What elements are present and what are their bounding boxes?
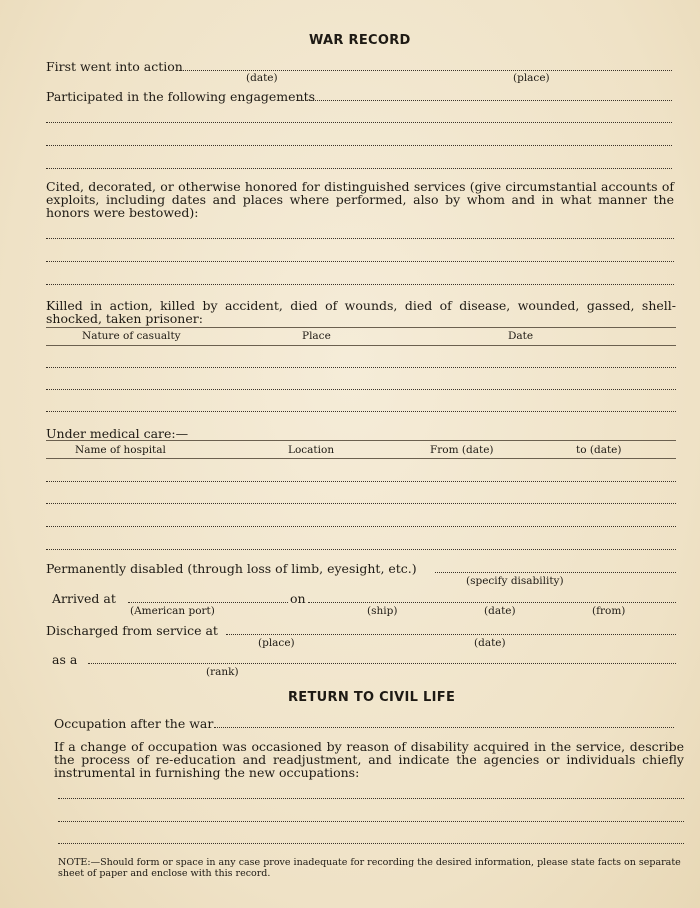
engagements-field[interactable] [298,100,672,101]
casualty-col-date: Date [508,330,534,342]
medical-col-from: From (date) [430,444,494,456]
arrived-date-caption: (date) [484,605,516,617]
disabled-label: Permanently disabled (through loss of limb, eyesight, etc.) [46,561,417,576]
reeducation-line-3[interactable] [58,843,684,844]
medical-row-1[interactable] [46,481,676,482]
arrived-port-field[interactable] [128,602,288,603]
casualty-row-2[interactable] [46,389,676,390]
arrived-on-label: on [290,591,306,606]
medical-col-to: to (date) [576,444,622,456]
casualty-row-1[interactable] [46,367,676,368]
engagements-line-4[interactable] [46,168,672,169]
occupation-field[interactable] [214,727,674,728]
medical-col-hospital: Name of hospital [75,444,166,456]
cited-line-2[interactable] [46,261,674,262]
discharged-field[interactable] [226,634,676,635]
discharged-label: Discharged from service at [46,623,218,638]
medical-row-4[interactable] [46,549,676,550]
as-a-label: as a [52,652,78,667]
reeducation-line-2[interactable] [58,821,684,822]
engagements-line-3[interactable] [46,145,672,146]
casualty-table-top-rule [46,327,676,328]
occupation-label: Occupation after the war [54,716,214,731]
casualty-paragraph: Killed in action, killed by accident, died of wounds, died of disease, wounded, gassed, shell-shocked, taken prisoner: [46,298,676,326]
discharged-date-caption: (date) [474,637,506,649]
casualty-table-header-rule [46,345,676,346]
rank-field[interactable] [88,663,676,664]
arrived-details-field[interactable] [308,602,676,603]
cited-paragraph: Cited, decorated, or otherwise honored for distinguished services (give circumstantial accounts of exploits, including dates and places where performed, also by whom and in what manner the honors were bestowed): [46,179,674,220]
cited-line-1[interactable] [46,238,674,239]
disabled-field[interactable] [435,572,676,573]
war-record-title: WAR RECORD [309,33,411,48]
medical-table-top-rule [46,440,676,441]
arrived-from-caption: (from) [592,605,626,617]
discharged-place-caption: (place) [258,637,295,649]
civil-life-title: RETURN TO CIVIL LIFE [288,690,456,705]
rank-caption: (rank) [206,666,239,678]
cited-line-3[interactable] [46,284,674,285]
occupation-change-paragraph: If a change of occupation was occasioned by reason of disability acquired in the service, describe the process of re-education and readjustment, and indicate the agencies or individuals chiefly instrumental in furnishing the new occupations: [54,739,684,780]
medical-col-location: Location [288,444,335,456]
first-action-place-caption: (place) [513,72,550,84]
medical-row-2[interactable] [46,503,676,504]
casualty-row-3[interactable] [46,411,676,412]
arrived-ship-caption: (ship) [367,605,398,617]
first-action-field[interactable] [176,70,672,71]
casualty-col-place: Place [302,330,331,342]
arrived-port-caption: (American port) [130,605,215,617]
disability-caption: (specify disability) [466,575,564,587]
first-action-date-caption: (date) [246,72,278,84]
medical-care-label: Under medical care:— [46,426,189,441]
first-action-label: First went into action [46,59,183,74]
medical-table-header-rule [46,458,676,459]
engagements-label: Participated in the following engagements [46,89,316,104]
medical-row-3[interactable] [46,526,676,527]
footer-note: NOTE:—Should form or space in any case prove inadequate for recording the desired information, please state facts on separate sheet of paper and enclose with this record. [58,857,681,879]
casualty-col-nature: Nature of casualty [82,330,181,342]
arrived-label: Arrived at [52,591,116,606]
engagements-line-2[interactable] [46,122,672,123]
reeducation-line-1[interactable] [58,798,684,799]
